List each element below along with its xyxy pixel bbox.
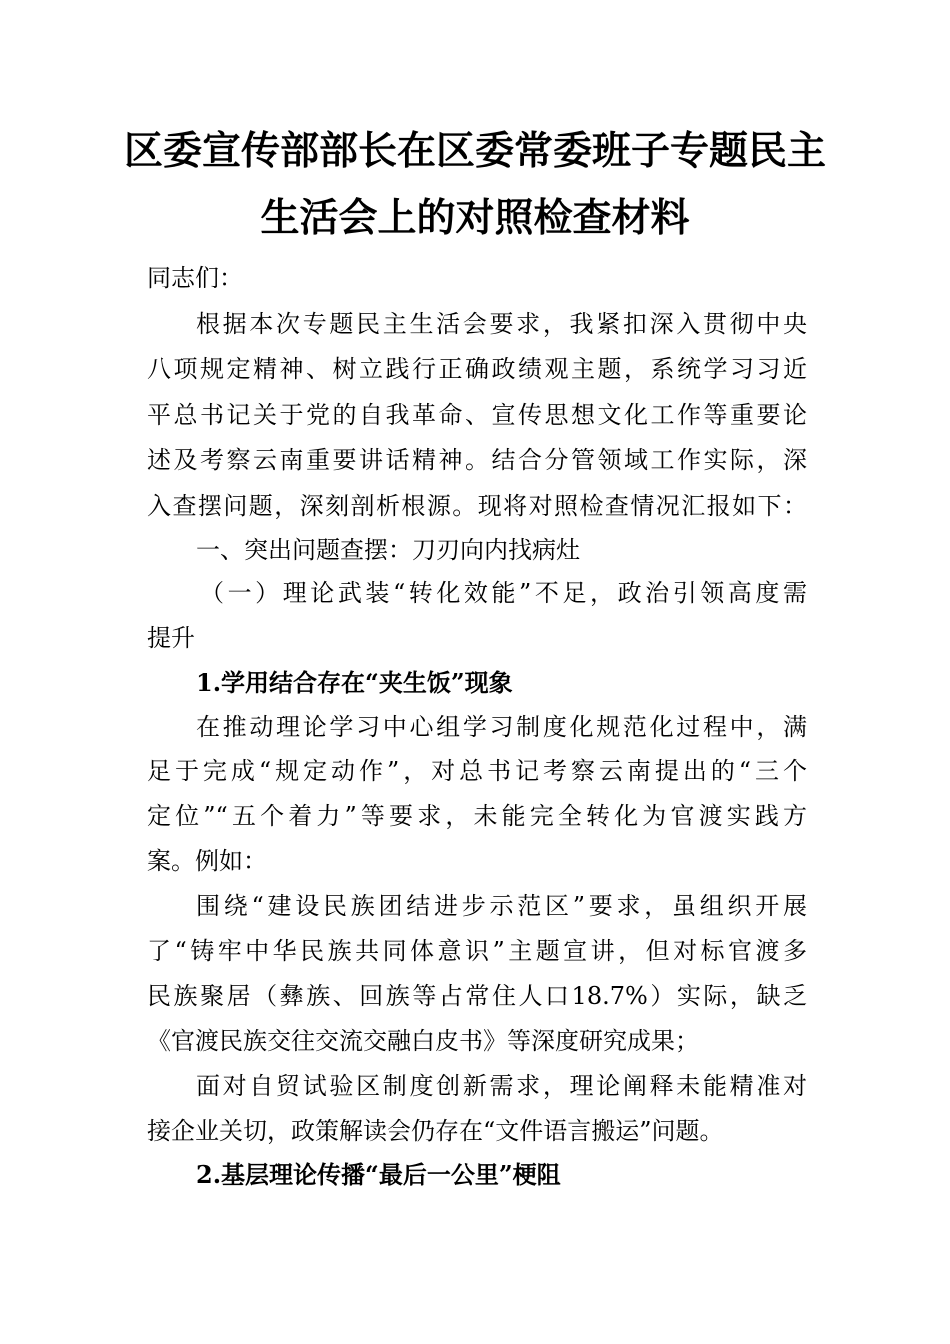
subsection-heading-line-2: 提升	[147, 624, 195, 652]
subsection-heading-line-1: （一）理论武装“转化效能”不足，政治引领高度需	[200, 579, 807, 607]
item-1-para-2-line-4: 《官渡民族交往交流交融白皮书》等深度研究成果；	[147, 1027, 699, 1055]
salutation: 同志们：	[147, 264, 243, 292]
item-1-para-1-line-4: 案。例如：	[147, 847, 267, 875]
item-1-para-2-line-2: 了“铸牢中华民族共同体意识”主题宣讲，但对标官渡多	[147, 937, 807, 965]
item-1-para-3-line-1: 面对自贸试验区制度创新需求，理论阐释未能精准对	[196, 1072, 807, 1100]
intro-line-4: 述及考察云南重要讲话精神。结合分管领域工作实际，深	[147, 446, 807, 474]
document-title-line-2: 生活会上的对照检查材料	[260, 195, 690, 241]
intro-line-2: 八项规定精神、树立践行正确政绩观主题，系统学习习近	[147, 355, 807, 383]
item-1-para-2-line-3: 民族聚居（彝族、回族等占常住人口18.7%）实际，缺乏	[147, 982, 807, 1010]
item-1-para-2-line-1: 围绕“建设民族团结进步示范区”要求，虽组织开展	[196, 892, 807, 920]
item-1-para-1-line-3: 定位”“五个着力”等要求，未能完全转化为官渡实践方	[147, 802, 807, 830]
item-2-heading: 2.基层理论传播“最后一公里”梗阻	[196, 1160, 561, 1189]
item-1-heading: 1.学用结合存在“夹生饭”现象	[196, 668, 513, 697]
item-1-para-1-line-2: 足于完成“规定动作”，对总书记考察云南提出的“三个	[147, 757, 807, 785]
intro-line-3: 平总书记关于党的自我革命、宣传思想文化工作等重要论	[147, 401, 807, 429]
item-1-para-1-line-1: 在推动理论学习中心组学习制度化规范化过程中，满	[196, 713, 807, 741]
document-title-line-1: 区委宣传部部长在区委常委班子专题民主	[123, 128, 826, 174]
intro-line-1: 根据本次专题民主生活会要求，我紧扣深入贯彻中央	[196, 310, 807, 338]
item-1-para-3-line-2: 接企业关切，政策解读会仍存在“文件语言搬运”问题。	[147, 1117, 724, 1145]
intro-line-5: 入查摆问题，深刻剖析根源。现将对照检查情况汇报如下：	[147, 492, 807, 520]
section-heading: 一、突出问题查摆：刀刃向内找病灶	[196, 536, 580, 564]
